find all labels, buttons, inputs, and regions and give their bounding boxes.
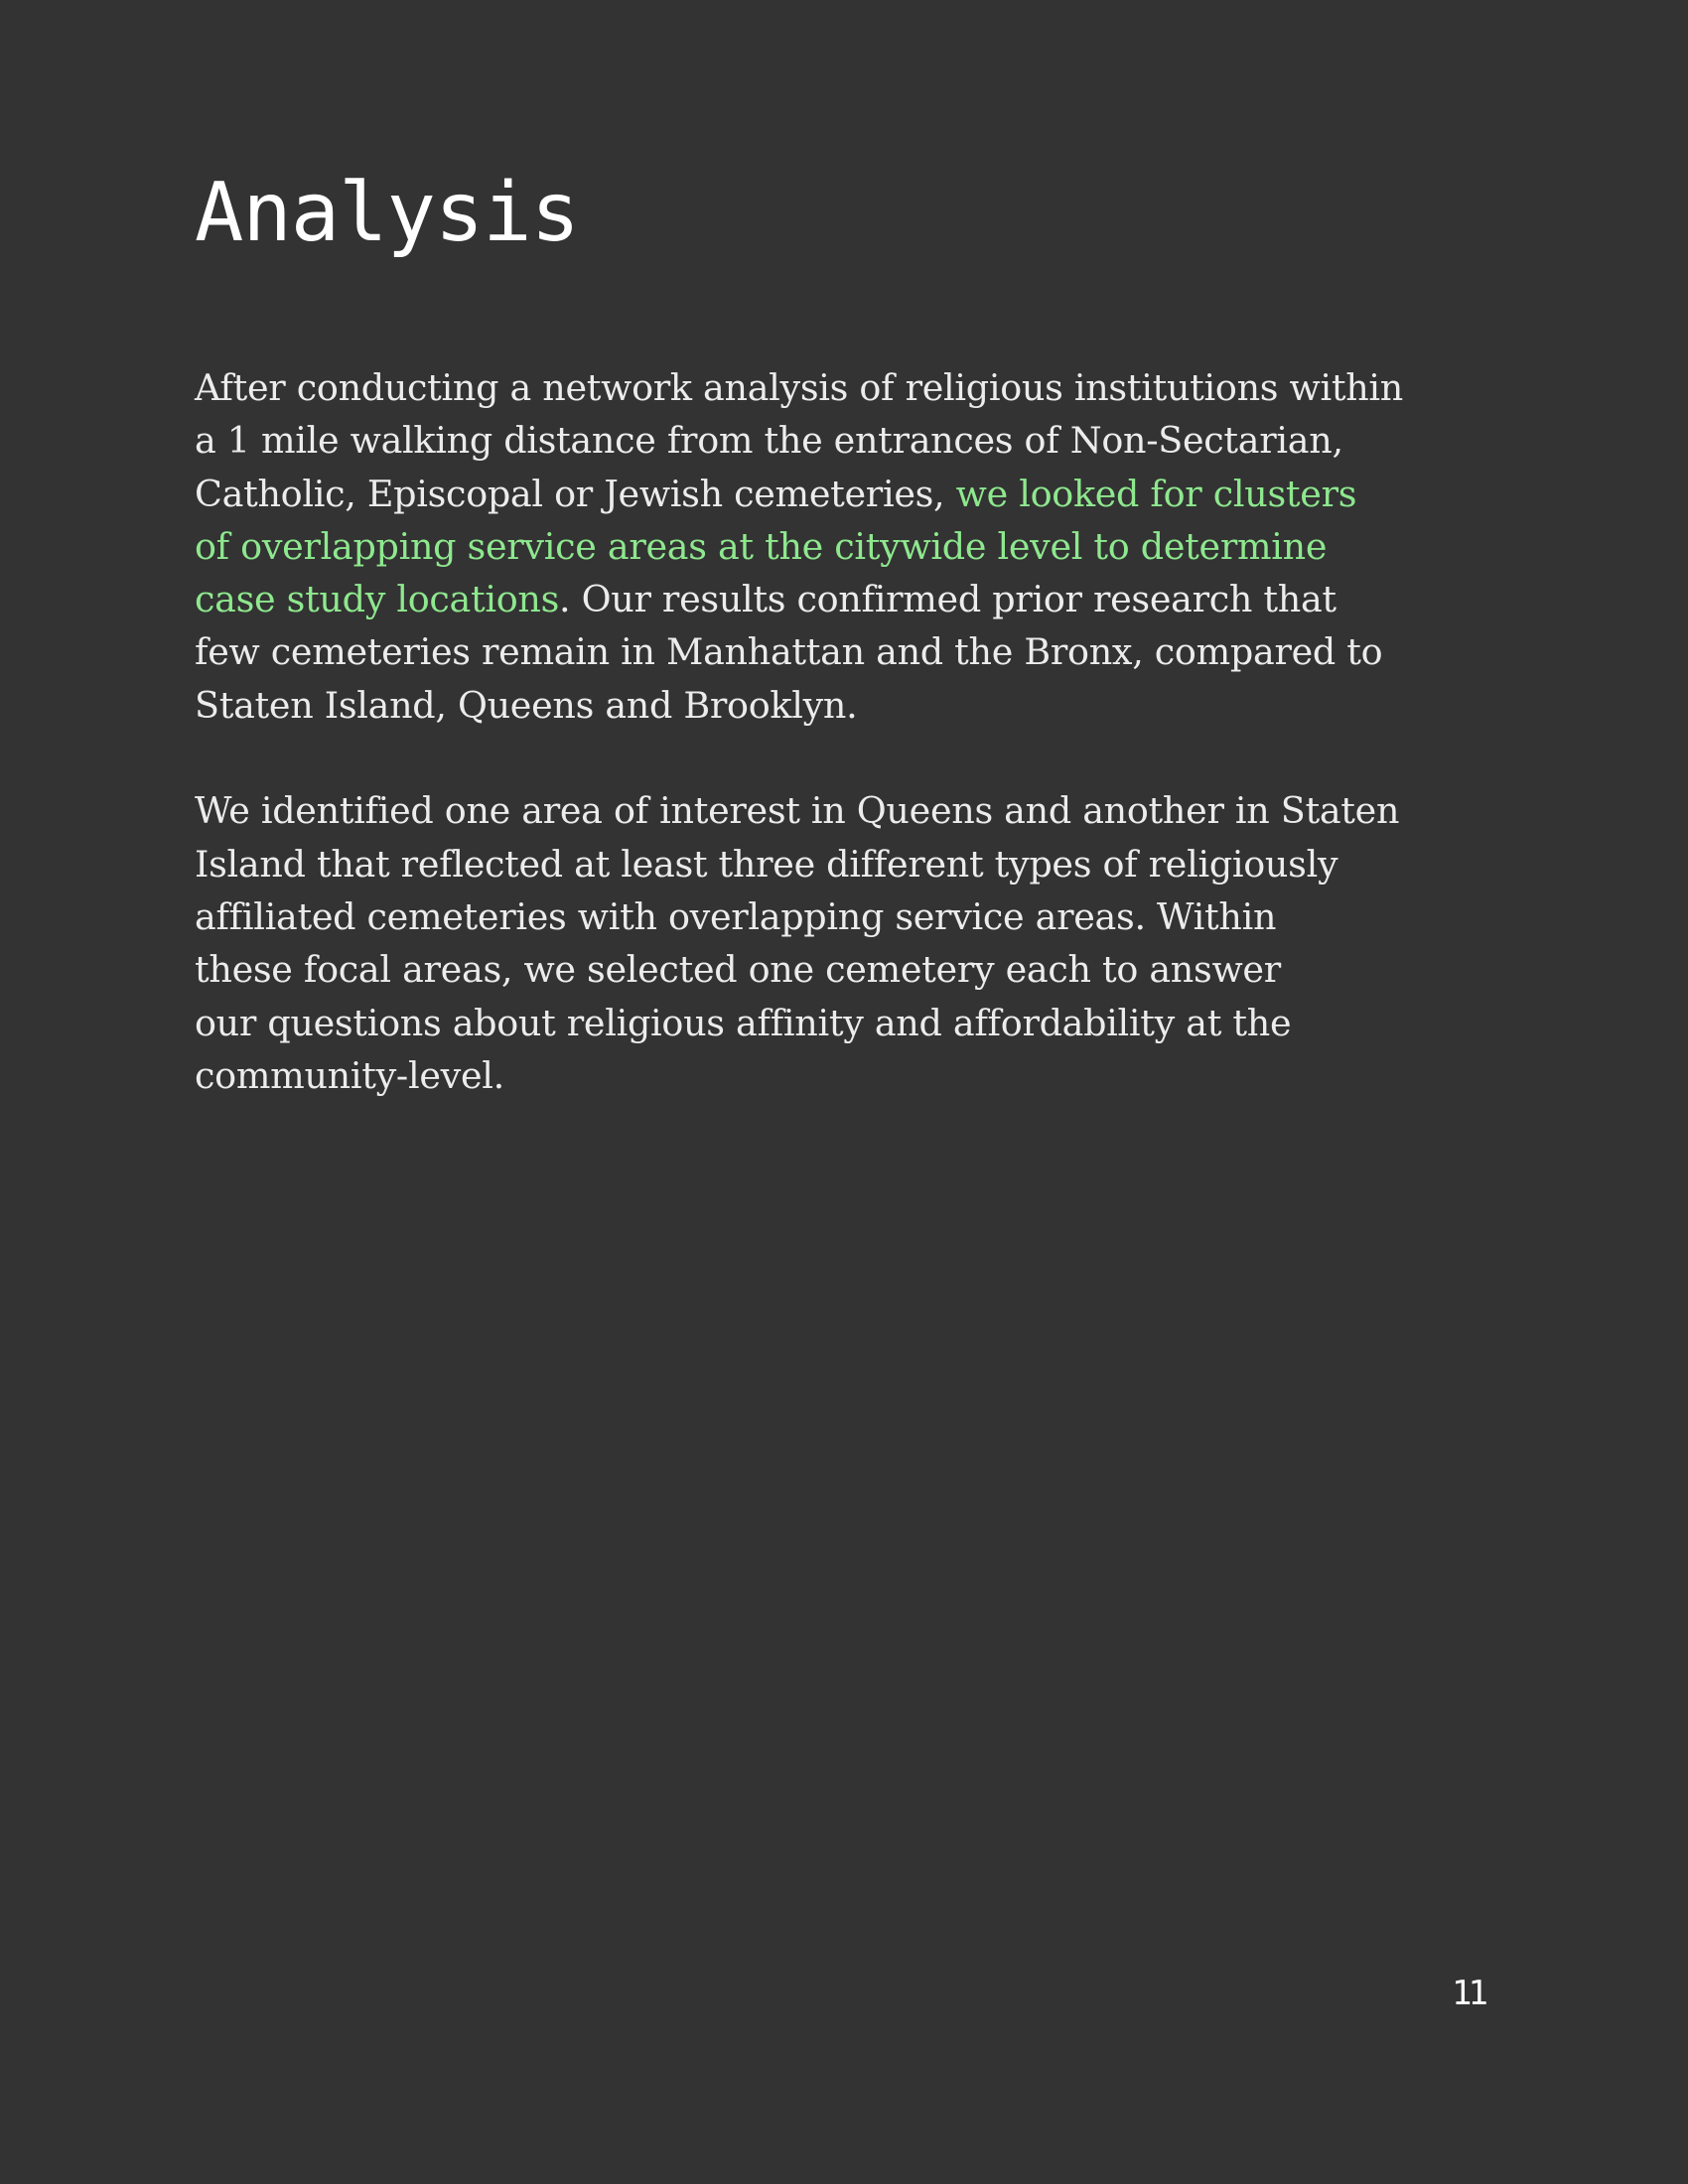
p1-line-2: a 1 mile walking distance from the entrances of Non-Sectarian, [195, 419, 1343, 463]
highlight-text-3: case study locations [195, 578, 560, 621]
page-number: 11 [1452, 1974, 1484, 2013]
p2-line-1: We identified one area of interest in Queens and another in Staten [195, 789, 1400, 833]
body-text [195, 361, 1416, 1102]
p1-line-5: . Our results confirmed prior research that [559, 578, 1336, 621]
p1-line-3: Catholic, Episcopal or Jewish cemeteries, [195, 472, 956, 515]
highlight-text-1: we looked for clusters [955, 472, 1357, 515]
p2-line-3: affiliated cemeteries with overlapping service areas. Within [195, 894, 1277, 938]
p2-line-4: these focal areas, we selected one cemetery each to answer [195, 948, 1281, 992]
p2-line-6: community-level. [195, 1053, 504, 1097]
p2-line-5: our questions about religious affinity and affordability at the [195, 1001, 1292, 1044]
highlight-text-2: of overlapping service areas at the citywide level to determine [195, 524, 1328, 568]
paragraph-1 [195, 361, 1416, 732]
p2-line-2: Island that reflected at least three different types of religiously [195, 842, 1338, 886]
p1-line-7: Staten Island, Queens and Brooklyn. [195, 683, 858, 727]
page-title: Analysis [195, 166, 579, 260]
p1-line-6: few cemeteries remain in Manhattan and the Bronx, compared to [195, 630, 1383, 674]
paragraph-2 [195, 784, 1416, 1102]
p1-line-1: After conducting a network analysis of religious institutions within [195, 366, 1403, 409]
